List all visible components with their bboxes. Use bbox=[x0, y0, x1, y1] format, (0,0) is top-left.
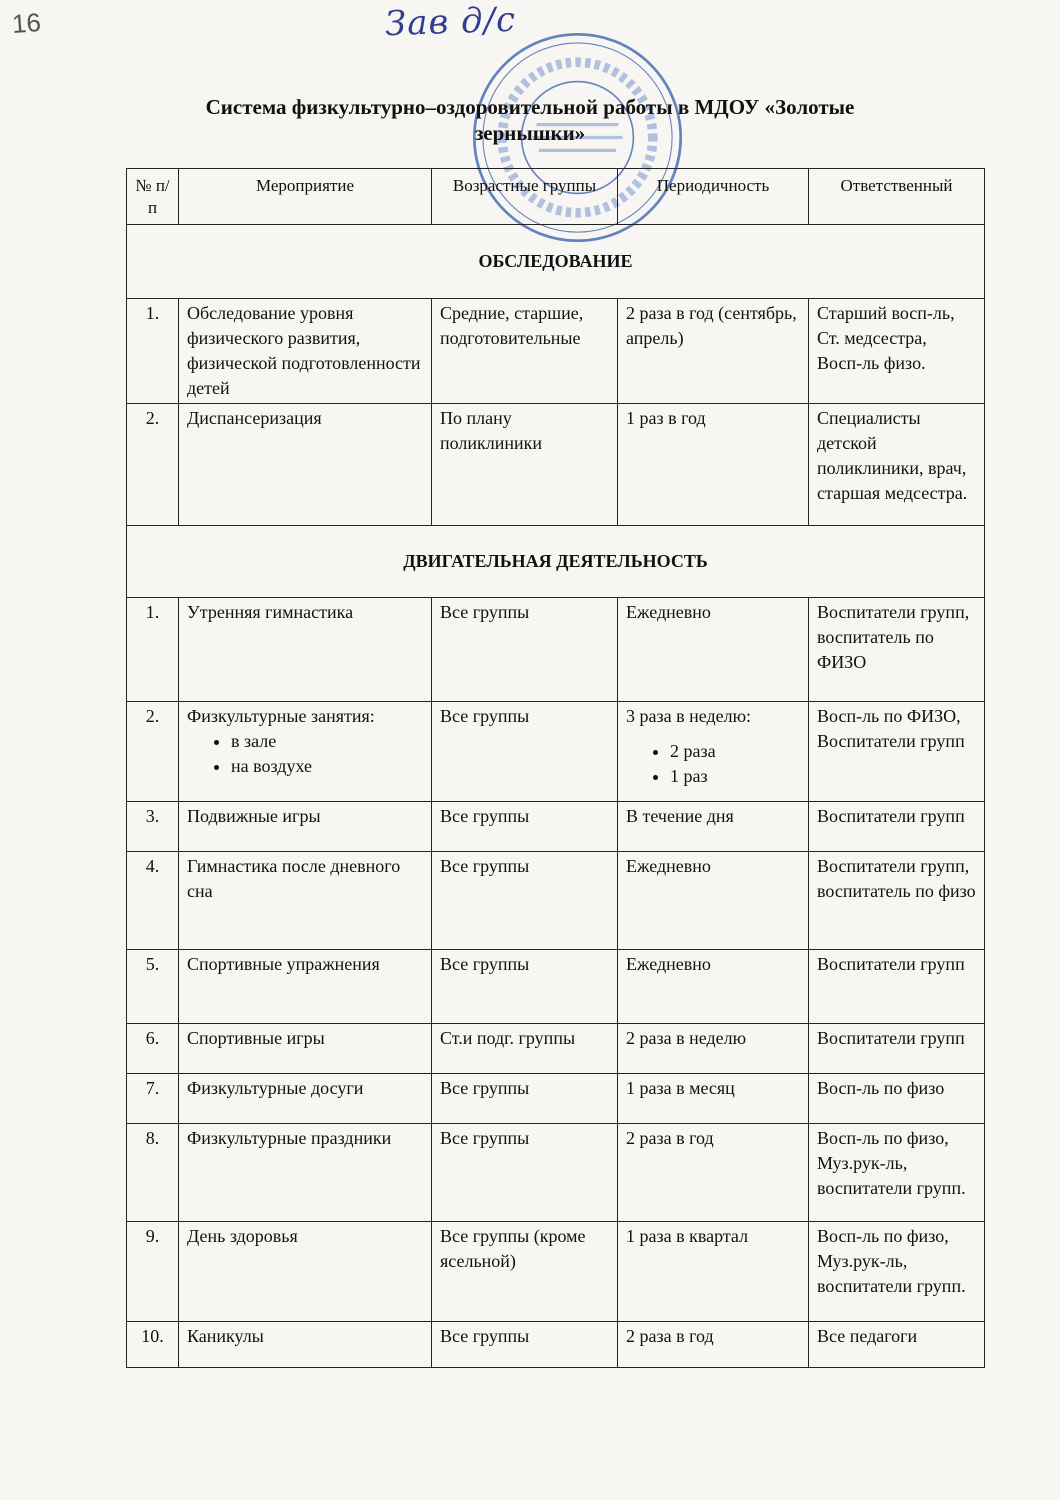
row-number: 8. bbox=[127, 1124, 179, 1222]
table-row bbox=[127, 1074, 985, 1124]
row-period: 1 раза в квартал bbox=[618, 1222, 809, 1322]
table-row bbox=[127, 950, 985, 1024]
row-groups: По плану поликлиники bbox=[432, 404, 618, 526]
row-event: Спортивные упражнения bbox=[179, 950, 432, 1024]
row-groups: Все группы bbox=[432, 1322, 618, 1368]
row-event: Спортивные игры bbox=[179, 1024, 432, 1074]
row-responsible: Восп-ль по физо bbox=[809, 1074, 985, 1124]
page-number: 16 bbox=[10, 7, 42, 39]
row-period: 2 раза в неделю bbox=[618, 1024, 809, 1074]
table-row bbox=[127, 1322, 985, 1368]
row-responsible: Воспитатели групп bbox=[809, 950, 985, 1024]
table-row bbox=[127, 802, 985, 852]
row-groups: Все группы (кроме ясельной) bbox=[432, 1222, 618, 1322]
row-groups: Средние, старшие, подготовительные bbox=[432, 299, 618, 404]
row-responsible: Специалисты детской поликлиники, врач, старшая медсестра. bbox=[809, 404, 985, 526]
section-title: ОБСЛЕДОВАНИЕ bbox=[127, 225, 985, 299]
row-groups: Все группы bbox=[432, 702, 618, 802]
row-event: Обследование уровня физического развития, физической подготовленности детей bbox=[179, 299, 432, 404]
row-period: 1 раз в год bbox=[618, 404, 809, 526]
table-row bbox=[127, 404, 985, 526]
row-number: 6. bbox=[127, 1024, 179, 1074]
header-event: Мероприятие bbox=[179, 169, 432, 225]
activities-table bbox=[126, 168, 985, 1368]
row-responsible: Воспитатели групп bbox=[809, 802, 985, 852]
row-number: 9. bbox=[127, 1222, 179, 1322]
row-period: 2 раза в год bbox=[618, 1322, 809, 1368]
period-list bbox=[626, 739, 800, 789]
row-responsible: Восп-ль по физо, Муз.рук-ль, воспитатели групп. bbox=[809, 1222, 985, 1322]
list-item: • в зале bbox=[231, 729, 423, 754]
row-event: Гимнастика после дневного сна bbox=[179, 852, 432, 950]
row-event: Каникулы bbox=[179, 1322, 432, 1368]
row-number: 5. bbox=[127, 950, 179, 1024]
row-number: 4. bbox=[127, 852, 179, 950]
header-number: № п/п bbox=[127, 169, 179, 225]
table-row bbox=[127, 852, 985, 950]
table-header-row bbox=[127, 169, 985, 225]
list-item: • 1 раз bbox=[670, 764, 800, 789]
document-title: Система физкультурно–оздоровительной работы в МДОУ «Золотые зернышки» bbox=[205, 95, 855, 145]
table-row bbox=[127, 1222, 985, 1322]
row-number: 3. bbox=[127, 802, 179, 852]
list-item: • 2 раза bbox=[670, 739, 800, 764]
row-groups: Ст.и подг. группы bbox=[432, 1024, 618, 1074]
table-row bbox=[127, 1024, 985, 1074]
header-period: Периодичность bbox=[618, 169, 809, 225]
row-responsible: Воспитатели групп, воспитатель по ФИЗО bbox=[809, 598, 985, 702]
row-period: 2 раза в год bbox=[618, 1124, 809, 1222]
row-groups: Все группы bbox=[432, 1124, 618, 1222]
header-responsible: Ответственный bbox=[809, 169, 985, 225]
row-number: 2. bbox=[127, 404, 179, 526]
row-event: Утренняя гимнастика bbox=[179, 598, 432, 702]
row-responsible: Воспитатели групп bbox=[809, 1024, 985, 1074]
table-row bbox=[127, 1124, 985, 1222]
row-event bbox=[179, 702, 432, 802]
row-groups: Все группы bbox=[432, 852, 618, 950]
section-row bbox=[127, 225, 985, 299]
row-event: Физкультурные досуги bbox=[179, 1074, 432, 1124]
row-period: Ежедневно bbox=[618, 598, 809, 702]
row-period: 2 раза в год (сентябрь, апрель) bbox=[618, 299, 809, 404]
table-row bbox=[127, 598, 985, 702]
row-groups: Все группы bbox=[432, 598, 618, 702]
row-responsible: Все педагоги bbox=[809, 1322, 985, 1368]
row-event: День здоровья bbox=[179, 1222, 432, 1322]
event-list bbox=[187, 729, 423, 779]
row-period-title: 3 раза в неделю: bbox=[626, 706, 752, 726]
row-period bbox=[618, 702, 809, 802]
row-event-title: Физкультурные занятия: bbox=[187, 706, 375, 726]
row-number: 1. bbox=[127, 598, 179, 702]
section-title: ДВИГАТЕЛЬНАЯ ДЕЯТЕЛЬНОСТЬ bbox=[127, 526, 985, 598]
table-row bbox=[127, 702, 985, 802]
row-event: Физкультурные праздники bbox=[179, 1124, 432, 1222]
row-responsible: Воспитатели групп, воспитатель по физо bbox=[809, 852, 985, 950]
row-groups: Все группы bbox=[432, 802, 618, 852]
table-row bbox=[127, 299, 985, 404]
row-number: 10. bbox=[127, 1322, 179, 1368]
row-number: 2. bbox=[127, 702, 179, 802]
signature: Зав д/с bbox=[384, 0, 517, 45]
row-responsible: Старший восп-ль, Ст. медсестра, Восп-ль физо. bbox=[809, 299, 985, 404]
row-event: Подвижные игры bbox=[179, 802, 432, 852]
row-responsible: Восп-ль по физо, Муз.рук-ль, воспитатели групп. bbox=[809, 1124, 985, 1222]
row-period: Ежедневно bbox=[618, 950, 809, 1024]
header-groups: Возрастные группы bbox=[432, 169, 618, 225]
row-number: 7. bbox=[127, 1074, 179, 1124]
row-period: 1 раза в месяц bbox=[618, 1074, 809, 1124]
row-period: Ежедневно bbox=[618, 852, 809, 950]
row-groups: Все группы bbox=[432, 950, 618, 1024]
row-period: В течение дня bbox=[618, 802, 809, 852]
row-responsible: Восп-ль по ФИЗО, Воспитатели групп bbox=[809, 702, 985, 802]
row-event: Диспансеризация bbox=[179, 404, 432, 526]
section-row bbox=[127, 526, 985, 598]
row-groups: Все группы bbox=[432, 1074, 618, 1124]
list-item: • на воздухе bbox=[231, 754, 423, 779]
row-number: 1. bbox=[127, 299, 179, 404]
